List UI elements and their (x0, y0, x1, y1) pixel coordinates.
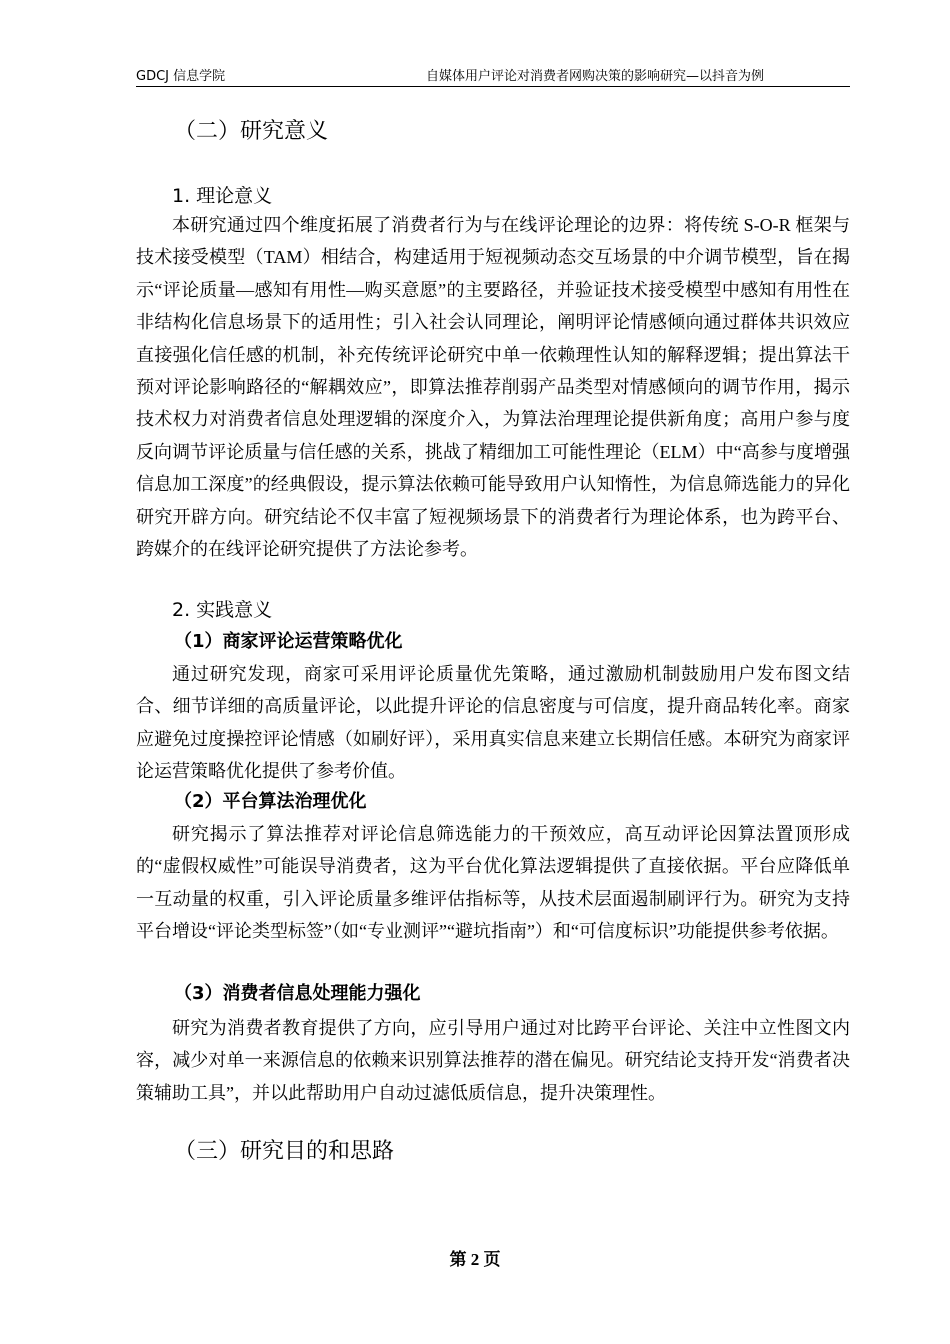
paragraph-theoretical-significance: 本研究通过四个维度拓展了消费者行为与在线评论理论的边界：将传统 S-O-R 框架与技术接受模型（TAM）相结合，构建适用于短视频动态交互场景的中介调节模型，旨在揭示“评论质量—感知有用性—购买意愿”的主要路径，并验证技术接受模型中感知有用性在非结构化信息场景下的适用性；引入社会认同理论，阐明评论情感倾向通过群体共识效应直接强化信任感的机制，补充传统评论研究中单一依赖理性认知的解释逻辑；提出算法干预对评论影响路径的“解耦效应”，即算法推荐削弱产品类型对情感倾向的调节作用，揭示技术权力对消费者信息处理逻辑的深度介入，为算法治理理论提供新角度；高用户参与度反向调节评论质量与信任感的关系，挑战了精细加工可能性理论（ELM）中“高参与度增强信息加工深度”的经典假设，提示算法依赖可能导致用户认知惰性，为信息筛选能力的异化研究开辟方向。研究结论不仅丰富了短视频场景下的消费者行为理论体系，也为跨平台、跨媒介的在线评论研究提供了方法论参考。 (136, 215, 850, 560)
item-heading-platform: （2）平台算法治理优化 (174, 791, 367, 812)
header-divider (136, 86, 850, 87)
paragraph-merchant: 通过研究发现，商家可采用评论质量优先策略，通过激励机制鼓励用户发布图文结合、细节详细的高质量评论，以此提升评论的信息密度与可信度，提升商品转化率。商家应避免过度操控评论情感（如刷好评），采用真实信息来建立长期信任感。本研究为商家评论运营策略优化提供了参考价值。 (136, 664, 850, 782)
header-institution: GDCJ 信息学院 (136, 69, 226, 84)
item-heading-consumer: （3）消费者信息处理能力强化 (174, 983, 421, 1004)
header-thesis-title: 自媒体用户评论对消费者网购决策的影响研究—以抖音为例 (426, 69, 765, 84)
section-heading-purpose: （三）研究目的和思路 (174, 1139, 395, 1164)
section-heading-research-significance: （二）研究意义 (174, 119, 329, 144)
paragraph-platform: 研究揭示了算法推荐对评论信息筛选能力的干预效应，高互动评论因算法置顶形成的“虚假权威性”可能误导消费者，这为平台优化算法逻辑提供了直接依据。平台应降低单一互动量的权重，引入评论质量多维评估指标等，从技术层面遏制刷评行为。研究为支持平台增设“评论类型标签”（如“专业测评”“避坑指南”）和“可信度标识”功能提供参考依据。 (136, 824, 850, 942)
item-heading-merchant: （1）商家评论运营策略优化 (174, 631, 403, 652)
paragraph-consumer: 研究为消费者教育提供了方向，应引导用户通过对比跨平台评论、关注中立性图文内容，减少对单一来源信息的依赖来识别算法推荐的潜在偏见。研究结论支持开发“消费者决策辅助工具”，并以此帮助用户自动过滤低质信息，提升决策理性。 (136, 1018, 850, 1103)
subsection-heading-practical: 2. 实践意义 (172, 599, 273, 621)
subsection-heading-theoretical: 1. 理论意义 (172, 185, 273, 207)
page-number: 第 2 页 (449, 1250, 501, 1269)
page-header (136, 68, 850, 86)
